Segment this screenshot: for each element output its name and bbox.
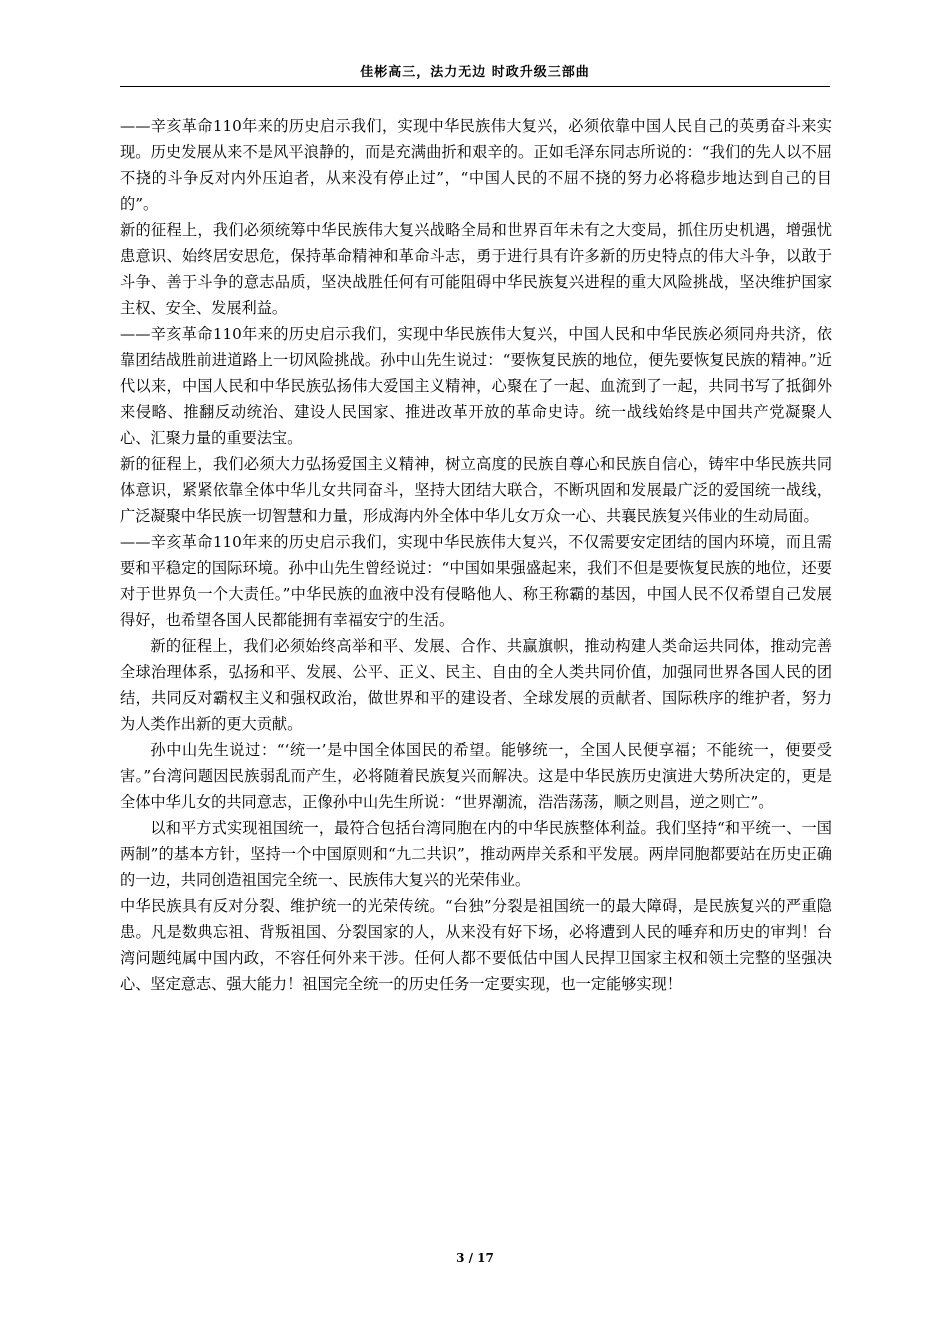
page-header-title: 佳彬高三，法力无边 时政升级三部曲: [360, 65, 590, 80]
paragraph-4: 新的征程上，我们必须大力弘扬爱国主义精神，树立高度的民族自尊心和民族自信心，铸牢中华民族共同体意识，紧紧依靠全体中华儿女共同奋斗，坚持大团结大联合，不断巩固和发展最广泛的爱国统一战线，广泛凝聚中华民族一切智慧和力量，形成海内外全体中华儿女万众一心、共襄民族复兴伟业的生动局面。: [120, 455, 832, 525]
paragraph-3: ——辛亥革命110年来的历史启示我们，实现中华民族伟大复兴，中国人民和中华民族必须同舟共济，依靠团结战胜前进道路上一切风险挑战。孙中山先生说过：“要恢复民族的地位，便先要恢复民族的精神。”近代以来，中国人民和中华民族弘扬伟大爱国主义精神，心聚在了一起、血流到了一起，共同书写了抵御外来侵略、推翻反动统治、建设人民国家、推进改革开放的革命史诗。统一战线始终是中国共产党凝聚人心、汇聚力量的重要法宝。: [120, 325, 832, 447]
page-number: 3 / 17: [456, 1251, 494, 1265]
paragraph-6: 新的征程上，我们必须始终高举和平、发展、合作、共赢旗帜，推动构建人类命运共同体，推动完善全球治理体系，弘扬和平、发展、公平、正义、民主、自由的全人类共同价值，加强同世界各国人民的团结，共同反对霸权主义和强权政治，做世界和平的建设者、全球发展的贡献者、国际秩序的维护者，努力为人类作出新的更大贡献。: [120, 637, 832, 733]
header-divider: [120, 86, 830, 87]
paragraph-8: 以和平方式实现祖国统一，最符合包括台湾同胞在内的中华民族整体利益。我们坚持“和平统一、一国两制”的基本方针，坚持一个中国原则和“九二共识”，推动两岸关系和平发展。两岸同胞都要站在历史正确的一边，共同创造祖国完全统一、民族伟大复兴的光荣伟业。: [120, 819, 832, 889]
paragraph-9: 中华民族具有反对分裂、维护统一的光荣传统。“台独”分裂是祖国统一的最大障碍，是民族复兴的严重隐患。凡是数典忘祖、背叛祖国、分裂国家的人，从来没有好下场，必将遭到人民的唾弃和历史的审判！台湾问题纯属中国内政，不容任何外来干涉。任何人都不要低估中国人民捍卫国家主权和领土完整的坚强决心、坚定意志、强大能力！祖国完全统一的历史任务一定要实现，也一定能够实现！: [120, 897, 832, 993]
paragraph-1: ——辛亥革命110年来的历史启示我们，实现中华民族伟大复兴，必须依靠中国人民自己的英勇奋斗来实现。历史发展从来不是风平浪静的，而是充满曲折和艰辛的。正如毛泽东同志所说的：“我们的先人以不屈不挠的斗争反对内外压迫者，从来没有停止过”，“中国人民的不屈不挠的努力必将稳步地达到自己的目的”。: [120, 117, 832, 213]
paragraph-5: ——辛亥革命110年来的历史启示我们，实现中华民族伟大复兴，不仅需要安定团结的国内环境，而且需要和平稳定的国际环境。孙中山先生曾经说过：“中国如果强盛起来，我们不但是要恢复民族的地位，还要对于世界负一个大责任。”中华民族的血液中没有侵略他人、称王称霸的基因，中国人民不仅希望自己发展得好，也希望各国人民都能拥有幸福安宁的生活。: [120, 533, 832, 629]
document-body: [120, 113, 832, 997]
paragraph-7: 孙中山先生说过：“‘统一’是中国全体国民的希望。能够统一，全国人民便享福；不能统一，便要受害。”台湾问题因民族弱乱而产生，必将随着民族复兴而解决。这是中华民族历史演进大势所决定的，更是全体中华儿女的共同意志，正像孙中山先生所说：“世界潮流，浩浩荡荡，顺之则昌，逆之则亡”。: [120, 741, 832, 811]
paragraph-2: 新的征程上，我们必须统筹中华民族伟大复兴战略全局和世界百年未有之大变局，抓住历史机遇，增强忧患意识、始终居安思危，保持革命精神和革命斗志，勇于进行具有许多新的历史特点的伟大斗争，以敢于斗争、善于斗争的意志品质，坚决战胜任何有可能阻碍中华民族复兴进程的重大风险挑战，坚决维护国家主权、安全、发展利益。: [120, 221, 832, 317]
